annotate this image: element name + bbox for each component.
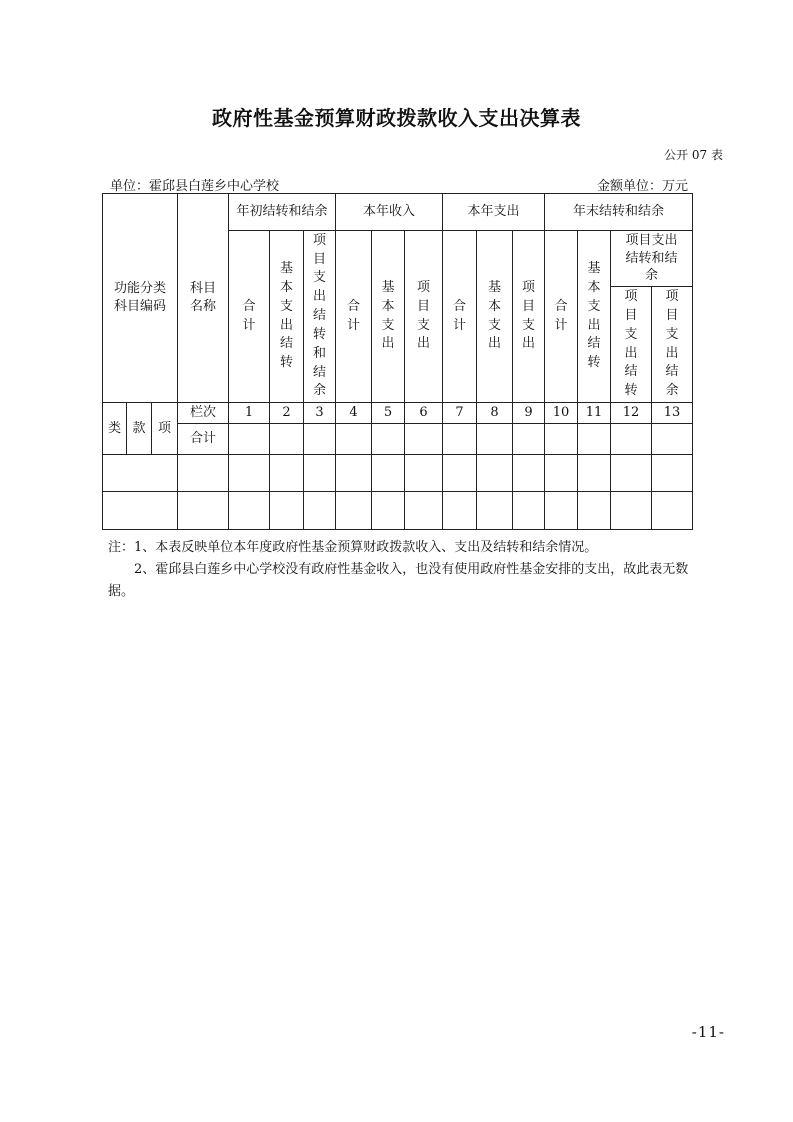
table-cell — [304, 492, 336, 530]
col-number: 4 — [336, 403, 372, 424]
end-total: 合计 — [545, 231, 578, 403]
table-cell — [270, 492, 304, 530]
table-cell — [229, 492, 270, 530]
income-project: 项目支出 — [405, 231, 443, 403]
expend-header: 本年支出 — [443, 194, 545, 231]
income-header: 本年收入 — [336, 194, 443, 231]
begin-balance-header: 年初结转和结余 — [229, 194, 336, 231]
expend-total: 合计 — [443, 231, 477, 403]
col-number: 9 — [513, 403, 545, 424]
table-cell — [611, 424, 652, 455]
money-unit: 金额单位：万元 — [596, 179, 688, 194]
table-cell — [270, 424, 304, 455]
end-project-carry: 项目支出结转 — [611, 287, 652, 403]
table-cell — [103, 455, 178, 492]
table-cell — [652, 492, 693, 530]
table-cell — [336, 424, 372, 455]
col-number: 12 — [611, 403, 652, 424]
note-2: 2、霍邱县白莲乡中心学校没有政府性基金收入，也没有使用政府性基金安排的支出，故此表无数据。 — [108, 562, 689, 599]
table-cell — [372, 455, 405, 492]
table-cell — [372, 492, 405, 530]
table-cell — [477, 424, 513, 455]
begin-total: 合计 — [229, 231, 270, 403]
table-cell — [578, 424, 611, 455]
table-cell — [578, 492, 611, 530]
table-cell — [477, 492, 513, 530]
col-number: 10 — [545, 403, 578, 424]
unit-name: 单位：霍邱县白莲乡中心学校 — [110, 179, 280, 194]
income-basic: 基本支出 — [372, 231, 405, 403]
subject-name-header: 科目名称 — [178, 194, 229, 403]
row-total-label: 合计 — [178, 424, 229, 455]
table-cell — [405, 455, 443, 492]
table-cell — [578, 455, 611, 492]
table-cell — [336, 492, 372, 530]
table-cell — [405, 492, 443, 530]
table-cell — [270, 455, 304, 492]
table-cell — [611, 455, 652, 492]
table-cell — [443, 424, 477, 455]
table-cell — [545, 455, 578, 492]
table-cell — [103, 492, 178, 530]
table-cell — [304, 424, 336, 455]
table-cell — [443, 492, 477, 530]
table-cell — [652, 424, 693, 455]
col-number: 8 — [477, 403, 513, 424]
table-cell — [545, 424, 578, 455]
table-cell — [178, 455, 229, 492]
notes — [108, 537, 693, 603]
page-title: 政府性基金预算财政拨款收入支出决算表 — [212, 106, 581, 130]
empty-row — [103, 492, 693, 530]
item-header: 项 — [152, 403, 178, 455]
col-number: 7 — [443, 403, 477, 424]
table-cell — [336, 455, 372, 492]
end-balance-header: 年末结转和结余 — [545, 194, 693, 231]
total-row — [103, 424, 693, 455]
table-cell — [513, 424, 545, 455]
row-col-no-label: 栏次 — [178, 403, 229, 424]
page-number: -11- — [691, 1023, 725, 1041]
section-header: 款 — [127, 403, 152, 455]
col-number: 3 — [304, 403, 336, 424]
table-cell — [178, 492, 229, 530]
end-basic-carry: 基本支出结转 — [578, 231, 611, 403]
table-cell — [405, 424, 443, 455]
col-number: 11 — [578, 403, 611, 424]
func-code-header: 功能分类科目编码 — [103, 194, 178, 403]
table-cell — [652, 455, 693, 492]
income-total: 合计 — [336, 231, 372, 403]
col-number: 5 — [372, 403, 405, 424]
col-number: 2 — [270, 403, 304, 424]
end-project-balance: 项目支出结余 — [652, 287, 693, 403]
table-cell — [372, 424, 405, 455]
col-number: 13 — [652, 403, 693, 424]
table-cell — [229, 424, 270, 455]
class-header: 类 — [103, 403, 127, 455]
note-1: 注：1、本表反映单位本年度政府性基金预算财政拨款收入、支出及结转和结余情况。 — [108, 540, 598, 555]
expend-basic: 基本支出 — [477, 231, 513, 403]
expend-project: 项目支出 — [513, 231, 545, 403]
table-cell — [477, 455, 513, 492]
table-cell — [229, 455, 270, 492]
begin-basic-carry: 基本支出结转 — [270, 231, 304, 403]
form-number: 公开 07 表 — [664, 148, 723, 162]
table-cell — [304, 455, 336, 492]
budget-table — [102, 193, 693, 530]
table-cell — [513, 492, 545, 530]
col-number: 6 — [405, 403, 443, 424]
col-number: 1 — [229, 403, 270, 424]
table-cell — [443, 455, 477, 492]
column-number-row — [103, 403, 693, 424]
begin-project-carry-balance: 项目支出结转和结余 — [304, 231, 336, 403]
table-cell — [545, 492, 578, 530]
empty-row — [103, 455, 693, 492]
end-project-carry-balance: 项目支出结转和结余 — [611, 231, 693, 287]
table-cell — [513, 455, 545, 492]
header-row-1 — [103, 194, 693, 231]
table-cell — [611, 492, 652, 530]
